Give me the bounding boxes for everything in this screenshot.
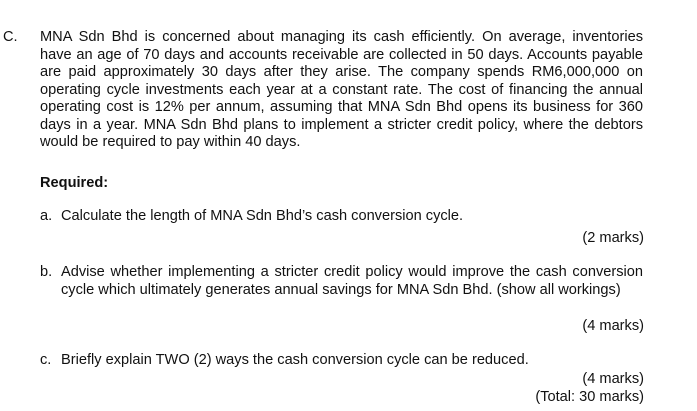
part-c-letter: c.: [40, 352, 52, 368]
part-a-text: Calculate the length of MNA Sdn Bhd’s cash conversion cycle.: [61, 208, 464, 224]
part-a-marks: (2 marks): [582, 230, 644, 246]
part-a: [40, 208, 643, 226]
part-c-text: Briefly explain TWO (2) ways the cash conversion cycle can be reduced.: [61, 352, 529, 368]
part-b-text: Advise whether implementing a stricter credit policy would improve the cash conversion cycle which ultimately generates annual savings for MNA Sdn Bhd. (show all workings): [61, 264, 643, 298]
question-intro: MNA Sdn Bhd is concerned about managing its cash efficiently. On average, inventories have an age of 70 days and accounts receivable are collected in 50 days. Accounts payable are paid approximately 30 days after they arise. The company spends RM6,000,000 on operating cycle investments each year at a constant rate. The cost of financing the annual operating cost is 12% per annum, assuming that MNA Sdn Bhd opens its business for 360 days in a year. MNA Sdn Bhd plans to implement a stricter credit policy, where the debtors would be required to pay within 40 days.: [40, 29, 643, 150]
part-a-letter: a.: [40, 208, 53, 224]
required-heading: Required:: [40, 175, 109, 191]
part-b-marks: (4 marks): [582, 318, 644, 334]
total-marks: (Total: 30 marks): [535, 389, 644, 405]
question-label: C.: [3, 29, 18, 45]
part-b: [40, 264, 643, 299]
part-c: [40, 352, 643, 370]
part-b-letter: b.: [40, 264, 53, 280]
part-c-marks: (4 marks): [582, 371, 644, 387]
